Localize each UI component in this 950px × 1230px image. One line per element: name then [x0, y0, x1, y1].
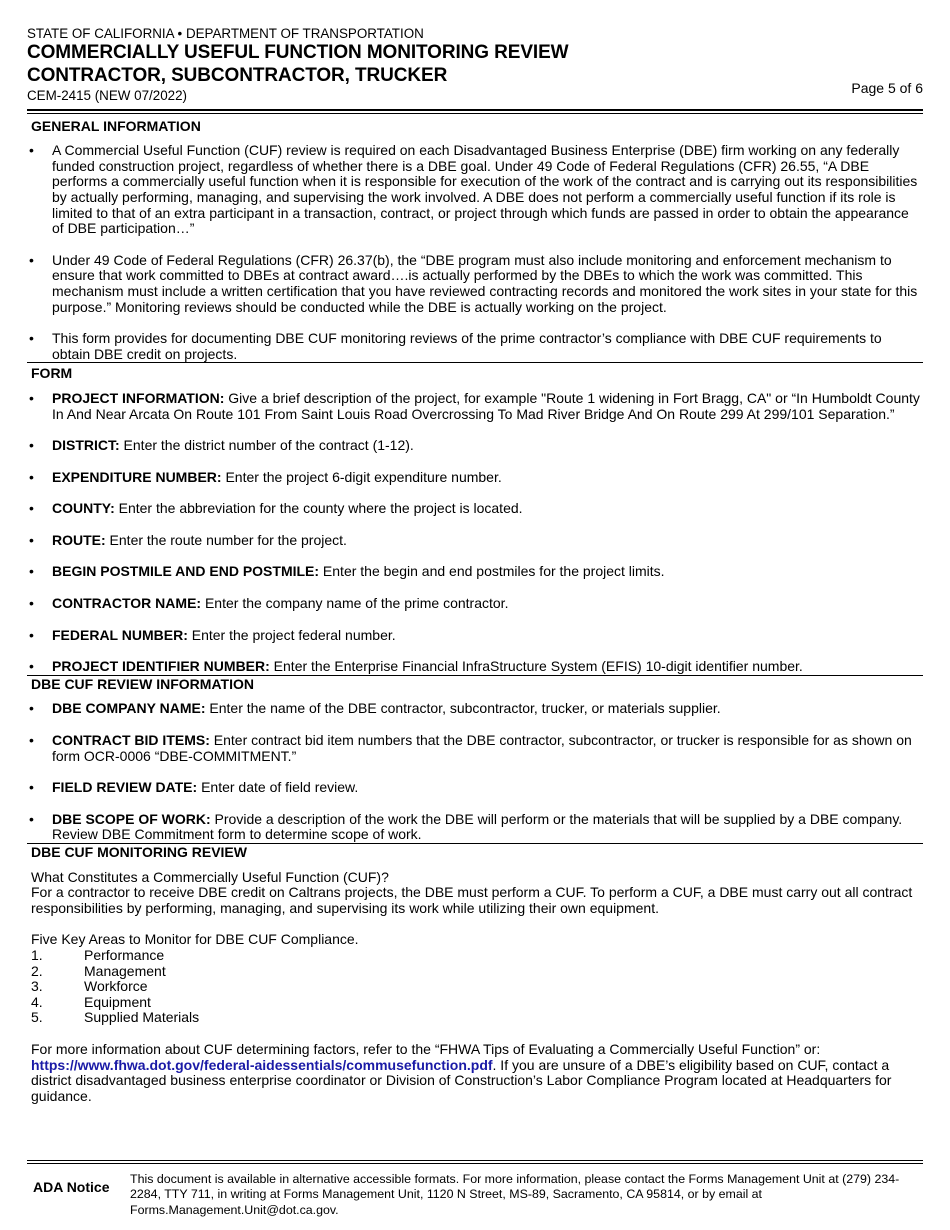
field-term: BEGIN POSTMILE AND END POSTMILE:: [52, 563, 320, 580]
fhwa-cuf-link[interactable]: https://www.fhwa.dot.gov/federal-aidessentials/commusefunction.pdf: [31, 1056, 493, 1073]
key-areas-intro: Five Key Areas to Monitor for DBE CUF Compliance.: [31, 931, 359, 948]
key-area-item: [31, 1010, 923, 1026]
bullet-icon: •: [29, 810, 34, 827]
page-footer: [27, 1160, 923, 1218]
field-description: Enter the company name of the prime contractor.: [201, 595, 509, 612]
form-title-line1: COMMERCIALLY USEFUL FUNCTION MONITORING REVIEW: [27, 42, 569, 63]
bullet-icon: •: [29, 251, 34, 268]
list-item: [27, 470, 923, 486]
general-info-list: [27, 143, 923, 362]
key-areas-list: [27, 948, 923, 1026]
bullet-icon: •: [29, 626, 34, 643]
key-area-item: [31, 964, 923, 980]
cuf-question: What Constitutes a Commercially Useful Function (CUF)?: [31, 868, 389, 885]
form-number: CEM-2415 (NEW 07/2022): [27, 87, 188, 103]
list-item: [27, 733, 923, 764]
review-field-list: [27, 701, 923, 843]
footer-divider: [27, 1160, 923, 1164]
list-item: [27, 628, 923, 644]
field-term: PROJECT INFORMATION:: [52, 389, 225, 406]
field-term: COUNTY:: [52, 500, 115, 517]
form-header: [27, 26, 923, 114]
list-item: • Under 49 Code of Federal Regulations (CFR) 26.37(b), the “DBE program must also include monitoring and enforcement mechanism to ensure that work committed to DBEs at contract award….is actually performed by the DBEs to which the work was committed. This mechanism must include a written certification that you have reviewed contracting records and monitored the work sites in your state for this purpose.” Monitoring reviews should be conducted while the DBE is actually working on the project.: [29, 251, 918, 315]
list-item: [27, 701, 923, 717]
form-field-list: [27, 391, 923, 675]
bullet-icon: •: [29, 500, 34, 517]
field-term: CONTRACTOR NAME:: [52, 595, 202, 612]
key-area-number: 2.: [31, 962, 43, 979]
field-term: CONTRACT BID ITEMS:: [52, 732, 210, 749]
field-description: Enter the abbreviation for the county where the project is located.: [114, 500, 523, 517]
form-title-line2: CONTRACTOR, SUBCONTRACTOR, TRUCKER: [27, 65, 448, 86]
bullet-icon: •: [29, 779, 34, 796]
field-term: ROUTE:: [52, 531, 106, 548]
field-description: Give a brief description of the project, for example "Route 1 widening in Fort Bragg, CA" or “In Humboldt County In And Near Arcata On Route 101 From Saint Louis Road Overcrossing To Mad River Bridge And On Route 299 At 299/101 Separation.”: [52, 389, 920, 422]
bullet-icon: •: [29, 437, 34, 454]
list-item: • This form provides for documenting DBE CUF monitoring reviews of the prime contractor’s compliance with DBE CUF requirements to obtain DBE credit on projects.: [29, 330, 882, 362]
ada-notice-label: ADA Notice: [33, 1179, 110, 1195]
review-info-heading: DBE CUF REVIEW INFORMATION: [31, 675, 254, 692]
field-term: PROJECT IDENTIFIER NUMBER:: [52, 658, 270, 675]
field-description: Provide a description of the work the DBE will perform or the materials that will be supplied by a DBE company. Review DBE Commitment form to determine scope of work.: [52, 810, 903, 843]
form-heading: FORM: [31, 365, 73, 382]
key-area-number: 1.: [31, 946, 43, 963]
field-term: FIELD REVIEW DATE:: [52, 779, 198, 796]
list-item: [27, 391, 923, 422]
monitoring-heading: DBE CUF MONITORING REVIEW: [31, 844, 247, 860]
field-term: FEDERAL NUMBER:: [52, 626, 188, 643]
key-area-number: 5.: [31, 1009, 43, 1026]
field-description: Enter the route number for the project.: [105, 531, 347, 548]
key-area-item: [31, 995, 923, 1011]
list-item: • A Commercial Useful Function (CUF) review is required on each Disadvantaged Business Enterprise (DBE) firm working on any federally funded construction project, regardless of whether there is a DBE goal. Under 49 Code of Federal Regulations (CFR) 26.55, “A DBE performs a commercially useful function when it is responsible for execution of the work of the contract and is carrying out its responsibilities by actually performing, managing, and supervising the work involved. A DBE does not perform a commercially useful function if its role is limited to that of an extra participant in a transaction, contract, or project through which funds are passed in order to obtain the appearance of DBE participation…”: [29, 142, 918, 237]
section-divider: [27, 362, 923, 363]
bullet-icon: •: [29, 732, 34, 749]
list-item: [27, 533, 923, 549]
bullet-icon: •: [29, 142, 34, 159]
key-area-number: 3.: [31, 978, 43, 995]
field-description: Enter the project federal number.: [187, 626, 396, 643]
list-item: [27, 501, 923, 517]
key-area-item: [31, 979, 923, 995]
cuf-answer: For a contractor to receive DBE credit on Caltrans projects, the DBE must perform a CUF. To perform a CUF, a DBE must carry out all contract responsibilities by performing, managing, and supervising its work while utilizing their own equipment.: [31, 884, 913, 916]
key-area-label: Equipment: [84, 993, 151, 1010]
list-item: [27, 780, 923, 796]
field-description: Enter the district number of the contract (1-12).: [119, 437, 414, 454]
header-divider: [27, 109, 923, 114]
key-area-number: 4.: [31, 993, 43, 1010]
list-item: [27, 564, 923, 580]
bullet-icon: •: [29, 330, 34, 347]
bullet-icon: •: [29, 563, 34, 580]
list-item: [27, 438, 923, 454]
bullet-icon: •: [29, 531, 34, 548]
key-area-label: Performance: [84, 946, 165, 963]
field-term: DISTRICT:: [52, 437, 120, 454]
bullet-icon: •: [29, 468, 34, 485]
bullet-icon: •: [29, 658, 34, 675]
field-term: DBE COMPANY NAME:: [52, 700, 206, 717]
agency-line: STATE OF CALIFORNIA • DEPARTMENT OF TRANSPORTATION: [27, 26, 424, 41]
key-area-label: Workforce: [84, 978, 148, 995]
field-term: EXPENDITURE NUMBER:: [52, 468, 222, 485]
list-item: [27, 812, 923, 843]
more-info-paragraph: For more information about CUF determining factors, refer to the “FHWA Tips of Evaluating a Commercially Useful Function” or: https://www.fhwa.dot.gov/federal-aidessentials/commusefunction.pdf. If you are unsure of a DBE’s eligibility based on CUF, contact a district disadvantaged business enterprise coordinator or Division of Construction’s Labor Compliance Program located at Headquarters for guidance.: [31, 1040, 892, 1104]
field-description: Enter the begin and end postmiles for the project limits.: [319, 563, 665, 580]
page-number: Page 5 of 6: [851, 80, 923, 96]
field-term: DBE SCOPE OF WORK:: [52, 810, 211, 827]
key-area-item: [31, 948, 923, 964]
bullet-icon: •: [29, 389, 34, 406]
field-description: Enter the project 6-digit expenditure number.: [221, 468, 502, 485]
bullet-icon: •: [29, 700, 34, 717]
key-area-label: Management: [84, 962, 166, 979]
field-description: Enter date of field review.: [197, 779, 359, 796]
document-page: [27, 26, 923, 1104]
field-description: Enter the name of the DBE contractor, subcontractor, trucker, or materials supplier.: [205, 700, 721, 717]
ada-notice-text: This document is available in alternative accessible formats. For more information, please contact the Forms Management Unit at (279) 234-2284, TTY 711, in writing at Forms Management Unit, 1120 N Street, MS-89, Sacramento, CA 95814, or by email at Forms.Management.Unit@dot.ca.gov.: [130, 1172, 900, 1217]
bullet-icon: •: [29, 595, 34, 612]
list-item: [27, 596, 923, 612]
field-description: Enter the Enterprise Financial InfraStructure System (EFIS) 10-digit identifier number.: [269, 658, 803, 675]
key-area-label: Supplied Materials: [84, 1009, 200, 1026]
list-item: [27, 659, 923, 675]
field-description: Enter contract bid item numbers that the DBE contractor, subcontractor, or trucker is responsible for as shown on form OCR-0006 “DBE-COMMITMENT.”: [52, 732, 912, 764]
general-info-heading: GENERAL INFORMATION: [31, 117, 201, 134]
